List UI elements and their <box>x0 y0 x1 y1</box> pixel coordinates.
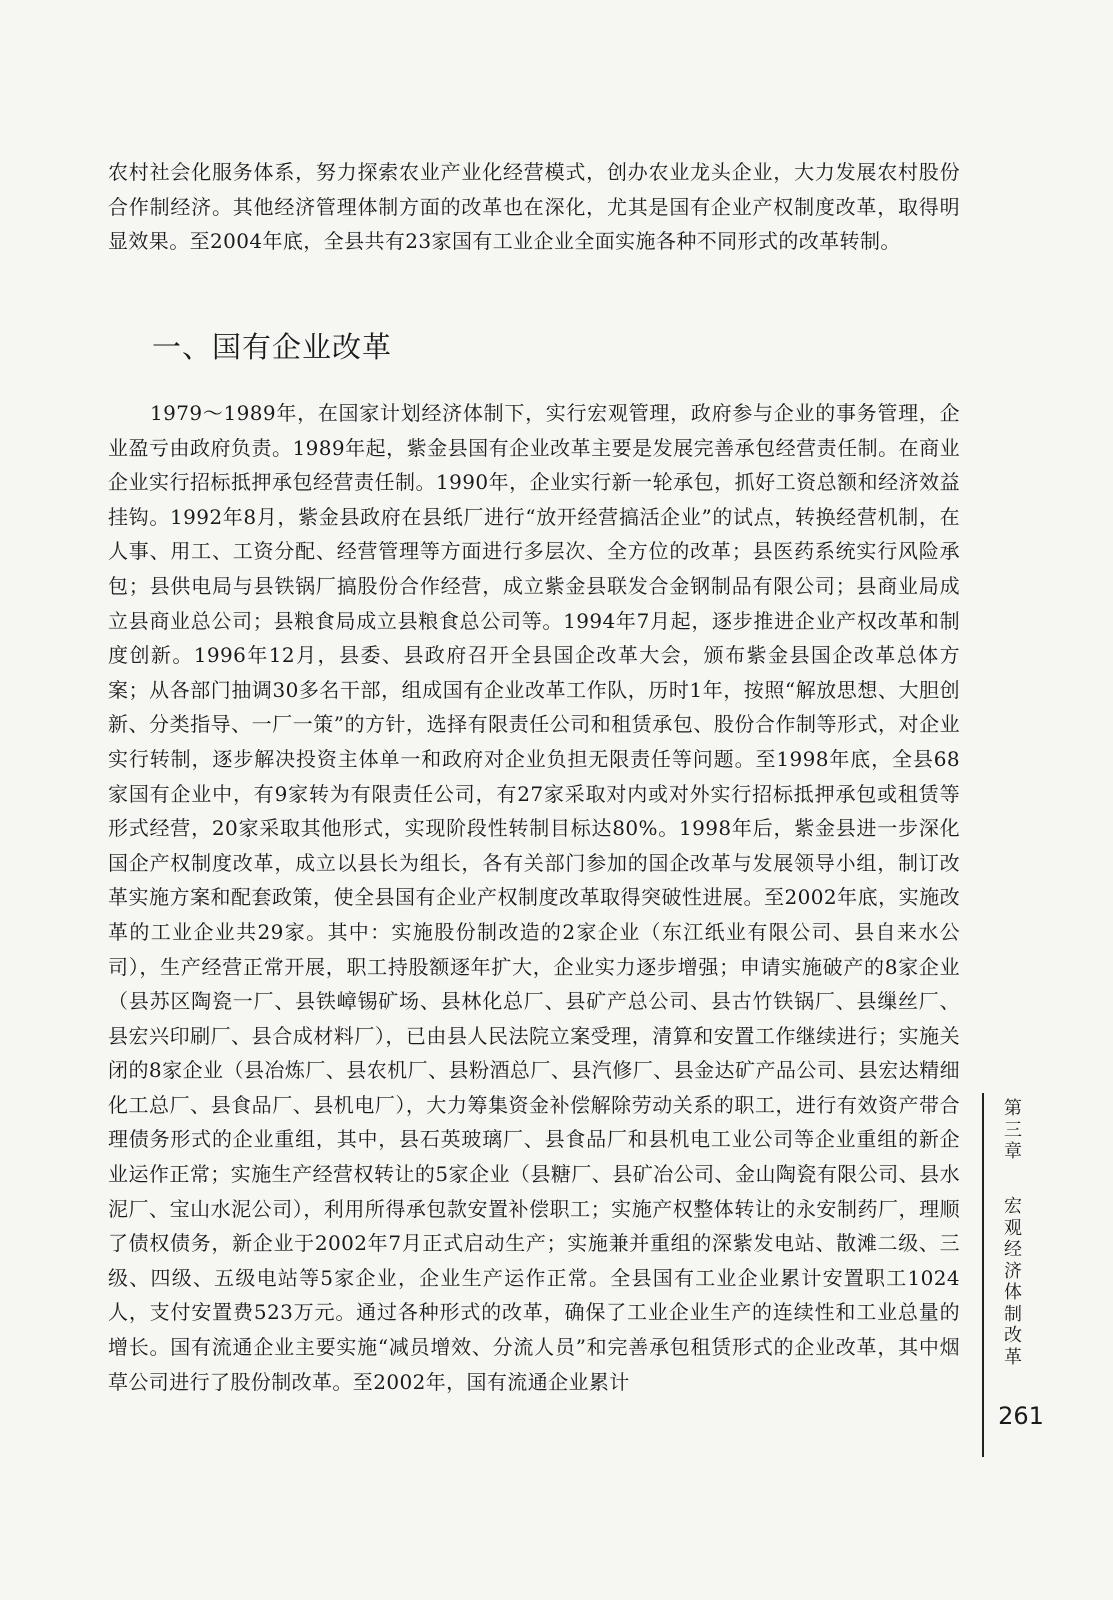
section-heading: 一、国有企业改革 <box>152 330 393 364</box>
page-number: 261 <box>998 1402 1044 1430</box>
chapter-title: 宏观经济体制改革 <box>1004 1196 1022 1368</box>
chapter-label: 第三章 <box>1004 1098 1022 1162</box>
main-paragraph: 1979～1989年，在国家计划经济体制下，实行宏观管理，政府参与企业的事务管理，企业盈亏由政府负责。1989年起，紫金县国有企业改革主要是发展完善承包经营责任制。在商业企业实行招标抵押承包经营责任制。1990年，企业实行新一轮承包，抓好工资总额和经济效益挂钩。1992年8月，紫金县政府在县纸厂进行“放开经营搞活企业”的试点，转换经营机制，在人事、用工、工资分配、经营管理等方面进行多层次、全方位的改革；县医药系统实行风险承包；县供电局与县铁锅厂搞股份合作经营，成立紫金县联发合金钢制品有限公司；县商业局成立县商业总公司；县粮食局成立县粮食总公司等。1994年7月起，逐步推进企业产权改革和制度创新。1996年12月，县委、县政府召开全县国企改革大会，颁布紫金县国企改革总体方案；从各部门抽调30多名干部，组成国有企业改革工作队，历时1年，按照“解放思想、大胆创新、分类指导、一厂一策”的方针，选择有限责任公司和租赁承包、股份合作制等形式，对企业实行转制，逐步解决投资主体单一和政府对企业负担无限责任等问题。至1998年底，全县68家国有企业中，有9家转为有限责任公司，有27家采取对内或对外实行招标抵押承包或租赁等形式经营，20家采取其他形式，实现阶段性转制目标达80%。1998年后，紫金县进一步深化国企产权制度改革，成立以县长为组长，各有关部门参加的国企改革与发展领导小组，制订改革实施方案和配套政策，使全县国有企业产权制度改革取得突破性进展。至2002年底，实施改革的工业企业共29家。其中：实施股份制改造的2家企业（东江纸业有限公司、县自来水公司），生产经营正常开展，职工持股额逐年扩大，企业实力逐步增强；申请实施破产的8家企业（县苏区陶瓷一厂、县铁嶂锡矿场、县林化总厂、县矿产总公司、县古竹铁锅厂、县缫丝厂、县宏兴印刷厂、县合成材料厂），已由县人民法院立案受理，清算和安置工作继续进行；实施关闭的8家企业（县冶炼厂、县农机厂、县粉酒总厂、县汽修厂、县金达矿产品公司、县宏达精细化工总厂、县食品厂、县机电厂），大力筹集资金补偿解除劳动关系的职工，进行有效资产带合理债务形式的企业重组，其中，县石英玻璃厂、县食品厂和县机电工业公司等企业重组的新企业运作正常；实施生产经营权转让的5家企业（县糖厂、县矿冶公司、金山陶瓷有限公司、县水泥厂、宝山水泥公司），利用所得承包款安置补偿职工；实施产权整体转让的永安制药厂，理顺了债权债务，新企业于2002年7月正式启动生产；实施兼并重组的深紫发电站、散滩二级、三级、四级、五级电站等5家企业，企业生产运作正常。全县国有工业企业累计安置职工1024人，支付安置费523万元。通过各种形式的改革，确保了工业企业生产的连续性和工业总量的增长。国有流通企业主要实施“减员增效、分流人员”和完善承包租赁形式的企业改革，其中烟草公司进行了股份制改革。至2002年，国有流通企业累计 <box>108 401 960 1394</box>
intro-paragraph: 农村社会化服务体系，努力探索农业产业化经营模式，创办农业龙头企业，大力发展农村股份合作制经济。其他经济管理体制方面的改革也在深化，尤其是国有企业产权制度改革，取得明显效果。至2004年底，全县共有23家国有工业企业全面实施各种不同形式的改革转制。 <box>108 160 960 254</box>
